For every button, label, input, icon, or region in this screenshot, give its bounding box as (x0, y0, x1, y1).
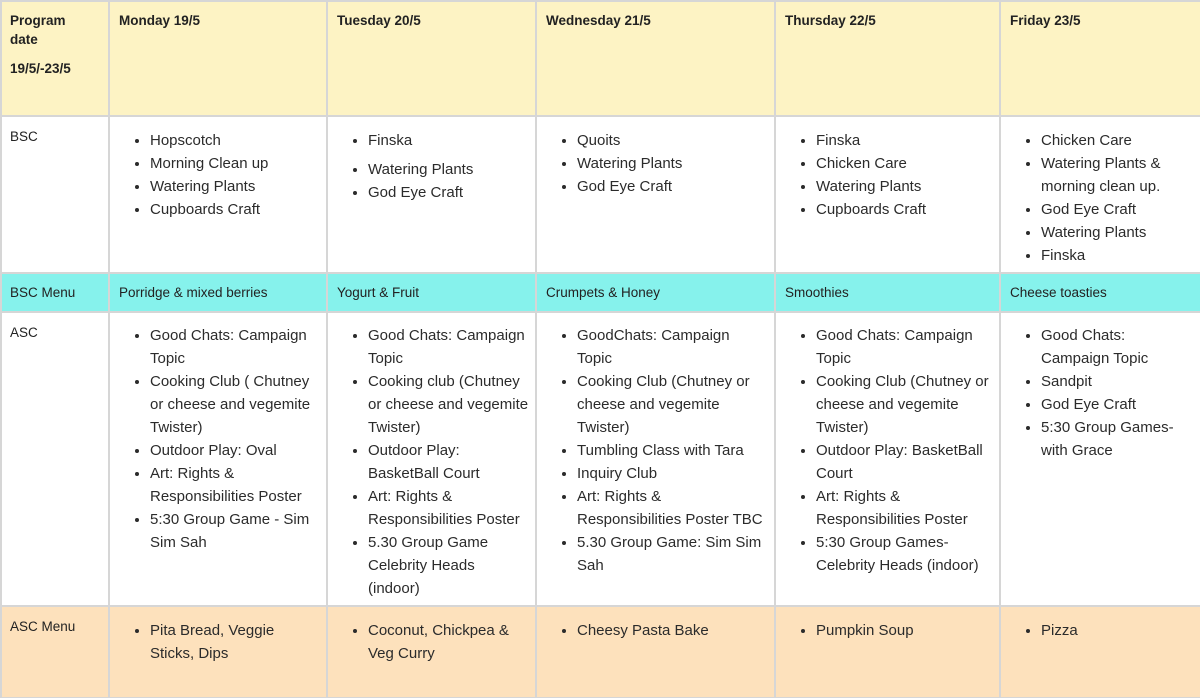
program-date-cell (1, 1, 109, 116)
asc-menu-cell (109, 606, 327, 698)
list-item: • Tumbling Class with Tara (577, 439, 768, 462)
list-item: • Art: Rights & Responsibilities Poster (368, 485, 529, 531)
list-item: • Cooking Club (Chutney or cheese and vegemite Twister) (816, 370, 993, 439)
list-item: • Watering Plants (150, 175, 320, 198)
list-item: • Pita Bread, Veggie Sticks, Dips (150, 619, 320, 665)
asc-row (1, 312, 1200, 606)
bsc-cell (1000, 116, 1200, 273)
activity-list (776, 117, 999, 221)
list-item: • Finska (1041, 244, 1194, 267)
asc-menu-row (1, 606, 1200, 698)
list-item: • Good Chats: Campaign Topic (150, 324, 320, 370)
menu-item: Crumpets & Honey (546, 285, 661, 300)
header-row (1, 1, 1200, 116)
list-item: • Finska (368, 129, 529, 152)
list-item: • Chicken Care (816, 152, 993, 175)
list-item: • Art: Rights & Responsibilities Poster TBC (577, 485, 768, 531)
list-item: • Watering Plants (1041, 221, 1194, 244)
activity-list (1001, 117, 1200, 267)
list-item: • Art: Rights & Responsibilities Poster (150, 462, 320, 508)
bsc-menu-label-cell (1, 273, 109, 312)
asc-cell (327, 312, 536, 606)
list-item: • GoodChats: Campaign Topic (577, 324, 768, 370)
activity-list (537, 313, 774, 577)
list-item: • 5:30 Group Game - Sim Sim Sah (150, 508, 320, 554)
list-item: • Outdoor Play: BasketBall Court (368, 439, 529, 485)
menu-list (537, 607, 774, 642)
list-item: • Good Chats: Campaign Topic (368, 324, 529, 370)
bsc-menu-cell (536, 273, 775, 312)
list-item: • Cooking Club ( Chutney or cheese and vegemite Twister) (150, 370, 320, 439)
list-item: • Hopscotch (150, 129, 320, 152)
list-item: • Watering Plants & morning clean up. (1041, 152, 1194, 198)
list-item: • 5.30 Group Game: Sim Sim Sah (577, 531, 768, 577)
list-item: • Outdoor Play: Oval (150, 439, 320, 462)
list-item: • Cupboards Craft (150, 198, 320, 221)
list-item: • God Eye Craft (1041, 393, 1194, 416)
bsc-cell (775, 116, 1000, 273)
activity-list (328, 313, 535, 600)
bsc-cell (536, 116, 775, 273)
row-label: ASC (10, 325, 38, 340)
bsc-menu-cell (1000, 273, 1200, 312)
menu-item: Cheese toasties (1010, 285, 1107, 300)
list-item: • Art: Rights & Responsibilities Poster (816, 485, 993, 531)
list-item: • Watering Plants (577, 152, 768, 175)
list-item: • God Eye Craft (368, 181, 529, 204)
list-item: • Inquiry Club (577, 462, 768, 485)
day-header-monday: Monday 19/5 (109, 1, 327, 116)
list-item: • 5:30 Group Games- Celebrity Heads (indoor) (816, 531, 993, 577)
activity-list (1001, 313, 1200, 462)
menu-list (1001, 607, 1200, 642)
row-label: BSC (10, 129, 38, 144)
list-item: • 5.30 Group Game Celebrity Heads (indoor) (368, 531, 529, 600)
bsc-menu-cell (109, 273, 327, 312)
menu-list (328, 607, 535, 665)
bsc-menu-row (1, 273, 1200, 312)
list-item: • Watering Plants (368, 158, 529, 181)
list-item: • Morning Clean up (150, 152, 320, 175)
activity-list (110, 117, 326, 221)
day-header-friday: Friday 23/5 (1000, 1, 1200, 116)
list-item: • Cooking club (Chutney or cheese and vegemite Twister) (368, 370, 529, 439)
list-item: • Good Chats: Campaign Topic (1041, 324, 1194, 370)
date-range: 19/5/-23/5 (10, 61, 71, 76)
asc-cell (775, 312, 1000, 606)
date-label: date (10, 32, 38, 47)
menu-list (776, 607, 999, 642)
list-item: • God Eye Craft (1041, 198, 1194, 221)
bsc-row (1, 116, 1200, 273)
asc-label-cell (1, 312, 109, 606)
list-item: • Good Chats: Campaign Topic (816, 324, 993, 370)
list-item: • Quoits (577, 129, 768, 152)
row-label: BSC Menu (10, 285, 76, 300)
list-item: • Watering Plants (816, 175, 993, 198)
list-item: • Chicken Care (1041, 129, 1194, 152)
day-header-wednesday: Wednesday 21/5 (536, 1, 775, 116)
list-item: • Cooking Club (Chutney or cheese and vegemite Twister) (577, 370, 768, 439)
asc-cell (1000, 312, 1200, 606)
bsc-menu-cell (327, 273, 536, 312)
list-item: • Cupboards Craft (816, 198, 993, 221)
menu-item: Smoothies (785, 285, 849, 300)
list-item: • 5:30 Group Games- with Grace (1041, 416, 1194, 462)
asc-menu-label-cell (1, 606, 109, 698)
bsc-label-cell (1, 116, 109, 273)
day-header-thursday: Thursday 22/5 (775, 1, 1000, 116)
asc-menu-cell (536, 606, 775, 698)
list-item: • Finska (816, 129, 993, 152)
asc-menu-cell (775, 606, 1000, 698)
row-label: ASC Menu (10, 619, 76, 634)
list-item: • Pizza (1041, 619, 1194, 642)
asc-cell (536, 312, 775, 606)
activity-list (110, 313, 326, 554)
activity-list (776, 313, 999, 577)
list-item: • Pumpkin Soup (816, 619, 993, 642)
day-header-tuesday: Tuesday 20/5 (327, 1, 536, 116)
bsc-menu-cell (775, 273, 1000, 312)
asc-menu-cell (1000, 606, 1200, 698)
menu-item: Porridge & mixed berries (119, 285, 268, 300)
list-item: • God Eye Craft (577, 175, 768, 198)
list-item: • Cheesy Pasta Bake (577, 619, 768, 642)
asc-cell (109, 312, 327, 606)
bsc-cell (109, 116, 327, 273)
activity-list (328, 117, 535, 204)
menu-item: Yogurt & Fruit (337, 285, 420, 300)
list-item: • Outdoor Play: BasketBall Court (816, 439, 993, 485)
menu-list (110, 607, 326, 665)
list-item: • Sandpit (1041, 370, 1194, 393)
activity-list (537, 117, 774, 198)
program-label: Program (10, 13, 66, 28)
asc-menu-cell (327, 606, 536, 698)
list-item: • Coconut, Chickpea & Veg Curry (368, 619, 529, 665)
bsc-cell (327, 116, 536, 273)
